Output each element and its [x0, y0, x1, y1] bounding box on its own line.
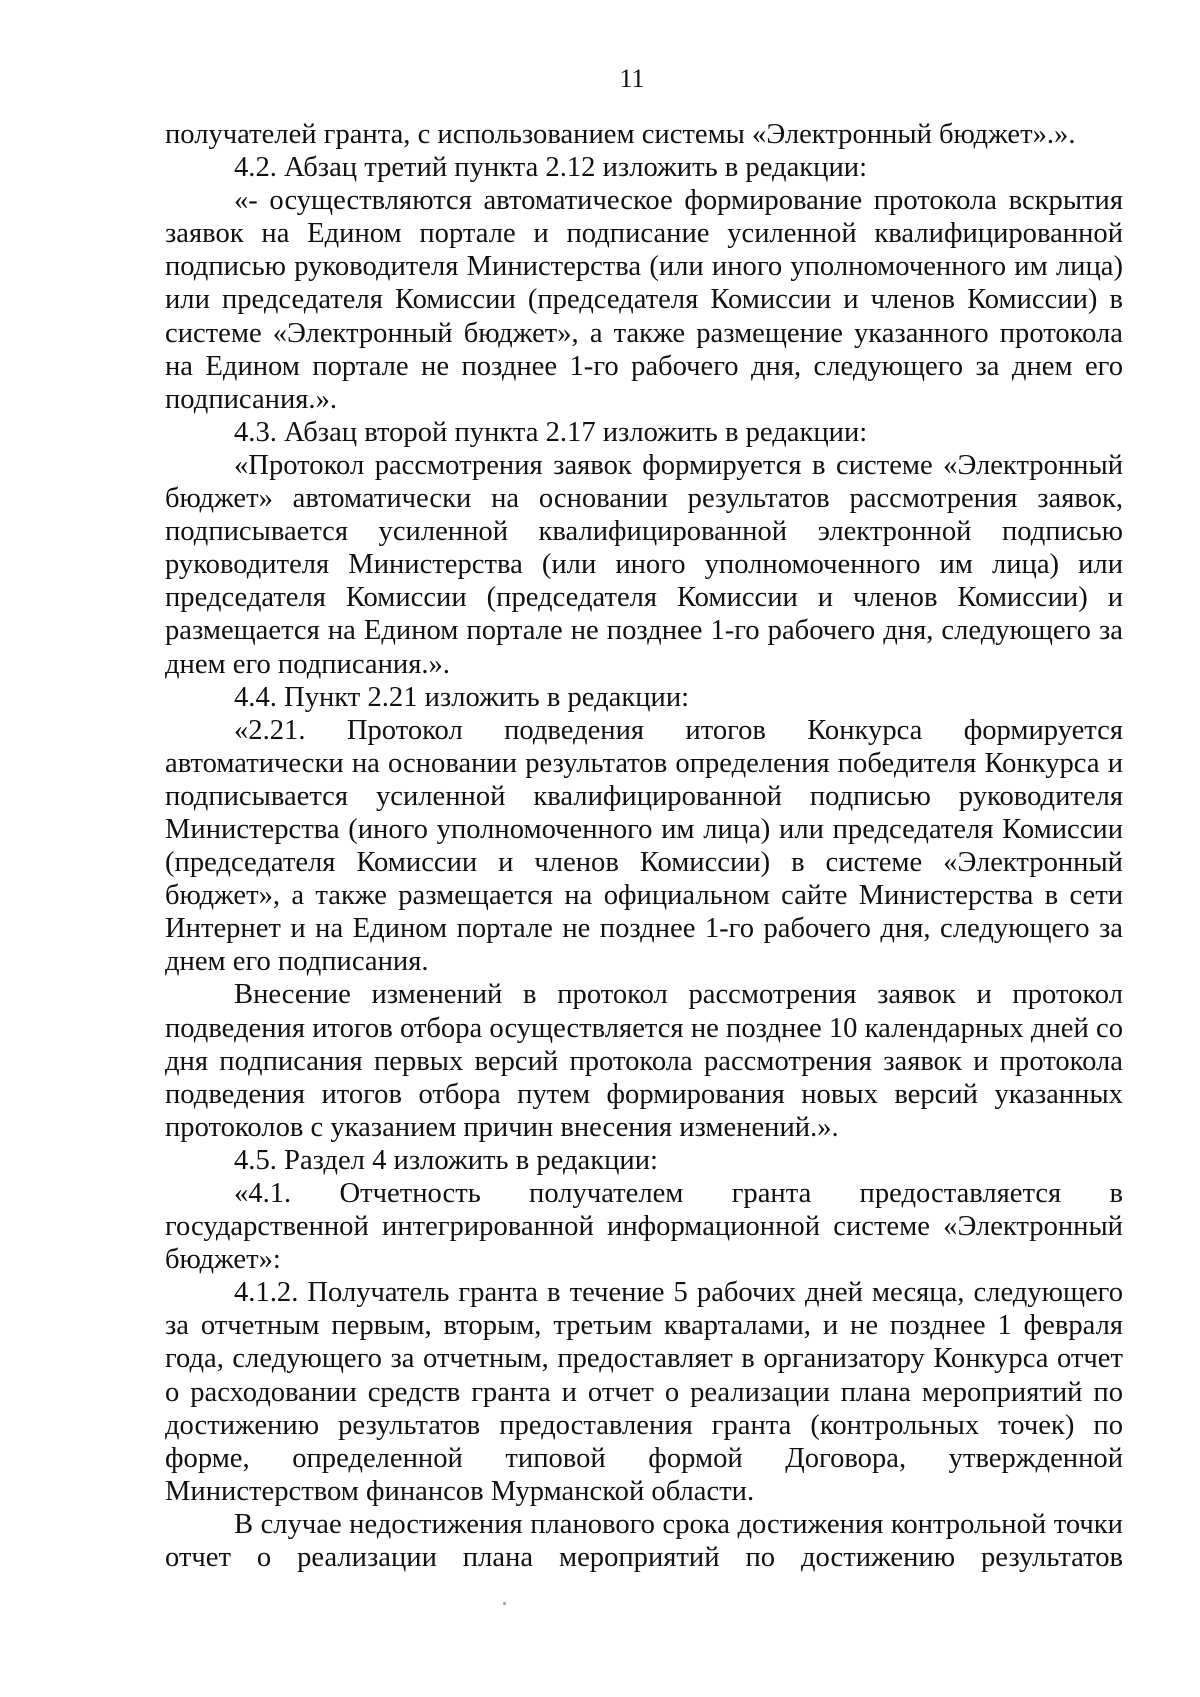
paragraph-quote-2-21: «2.21. Протокол подведения итогов Конкурса формируется автоматически на основании результатов определения победителя Конкурса и подписывается усиленной квалифицированной подписью руководителя Министерства (иного уполномоченного им лица) или председателя Комиссии (председателя Комиссии и членов Комиссии) в системе «Электронный бюджет», а также размещается на официальном сайте Министерства в сети Интернет и на Едином портале не позднее 1-го рабочего дня, следующего за днем его подписания. — [165, 714, 1123, 978]
paragraph-quote-2-17: «Протокол рассмотрения заявок формируется в системе «Электронный бюджет» автоматически на основании результатов рассмотрения заявок, подписывается усиленной квалифицированной электронной подписью руководителя Министерства (или иного уполномоченного им лица) или председателя Комиссии (председателя Комиссии и членов Комиссии) и размещается на Едином портале не позднее 1-го рабочего дня, следующего за днем его подписания.». — [165, 449, 1123, 680]
paragraph-quote-4-1: «4.1. Отчетность получателем гранта предоставляется в государственной интегрированной информационной системе «Электронный бюджет»: — [165, 1178, 1123, 1276]
paragraph-changes: Внесение изменений в протокол рассмотрения заявок и протокол подведения итогов отбора осуществляется не позднее 10 календарных дней со дня подписания первых версий протокола рассмотрения заявок и протокола подведения итогов отбора путем формирования новых версий указанных протоколов с указанием причин внесения изменений.». — [165, 979, 1123, 1143]
page-number: 11 — [619, 64, 645, 93]
paragraph-quote-2-12: «- осуществляются автоматическое формирование протокола вскрытия заявок на Едином портале и подписание усиленной квалифицированной подписью руководителя Министерства (или иного уполномоченного им лица) или председателя Комиссии (председателя Комиссии и членов Комиссии) в системе «Электронный бюджет», а также размещение указанного протокола на Едином портале не позднее 1-го рабочего дня, следующего за днем его подписания.». — [165, 185, 1123, 415]
paragraph-4-1-2: 4.1.2. Получатель гранта в течение 5 рабочих дней месяца, следующего за отчетным первым, вторым, третьим кварталами, и не позднее 1 февраля года, следующего за отчетным, предоставляет в организатору Конкурса отчет о расходовании средств гранта и отчет о реализации плана мероприятий по достижению результатов предоставления гранта (контрольных точек) по форме, определенной типовой формой Договора, утвержденной Министерством финансов Мурманской области. — [165, 1277, 1123, 1507]
paragraph-control-point: В случае недостижения планового срока достижения контрольной точки отчет о реализации плана мероприятий по достижению результатов — [165, 1508, 1123, 1574]
paragraph-item-4-2: 4.2. Абзац третий пункта 2.12 изложить в редакции: — [234, 152, 868, 184]
paragraph-item-4-5: 4.5. Раздел 4 изложить в редакции: — [234, 1144, 658, 1176]
paragraph-continuation: получателей гранта, с использованием системы «Электронный бюджет».». — [165, 119, 1076, 150]
scan-speck — [503, 1602, 506, 1605]
paragraph-item-4-4: 4.4. Пункт 2.21 изложить в редакции: — [234, 681, 690, 713]
document-body — [165, 118, 1123, 1574]
paragraph-item-4-3: 4.3. Абзац второй пункта 2.17 изложить в редакции: — [234, 416, 868, 448]
